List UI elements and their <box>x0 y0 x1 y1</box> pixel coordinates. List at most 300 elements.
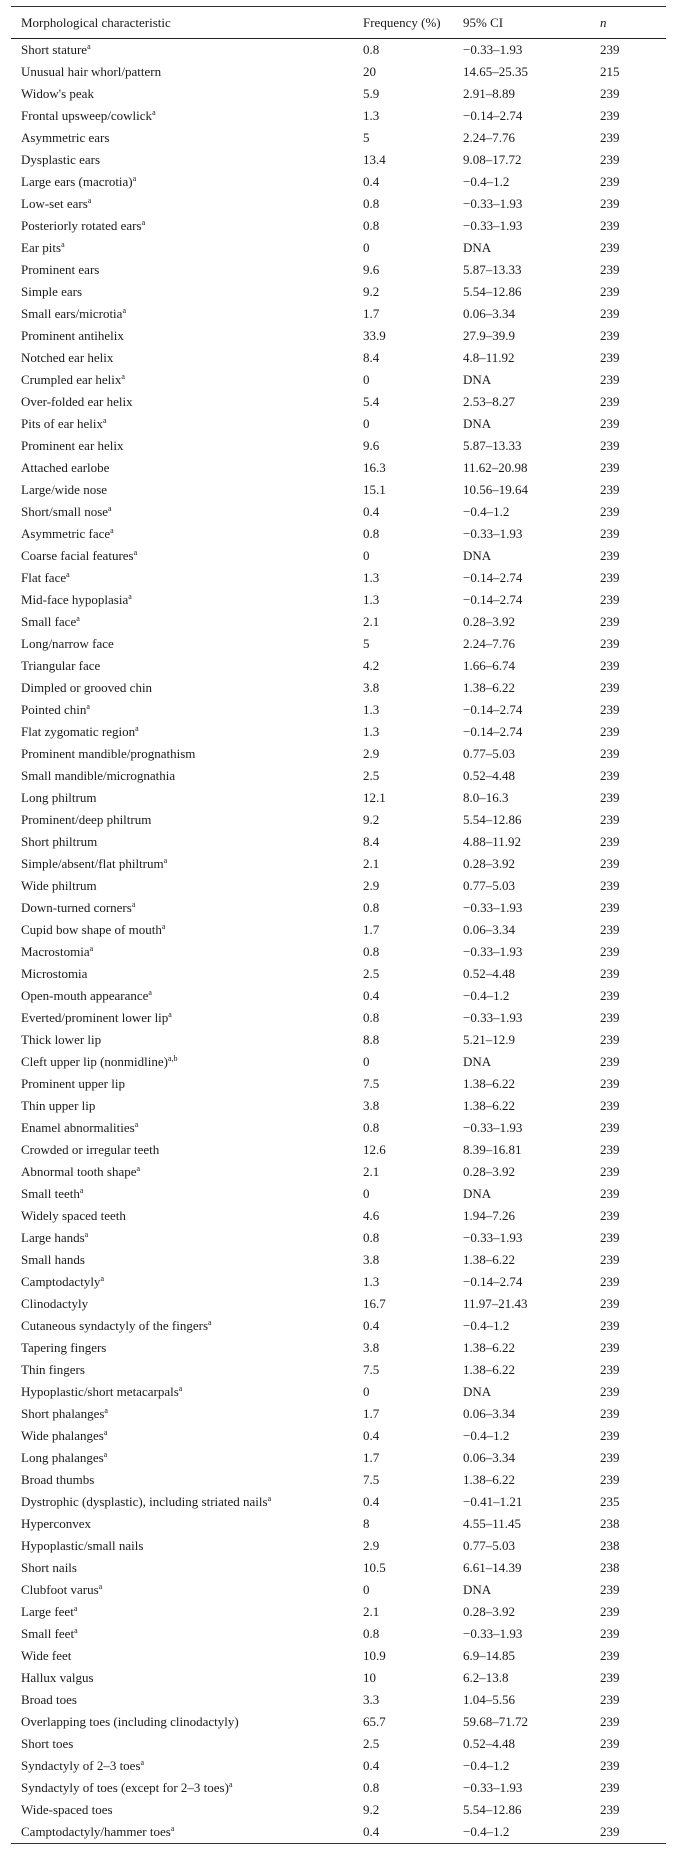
n-cell: 239 <box>600 548 620 563</box>
frequency-cell: 2.1 <box>363 1164 380 1179</box>
table-row <box>11 413 666 435</box>
table-row <box>11 1051 666 1073</box>
frequency-cell: 0 <box>363 1582 370 1597</box>
header-ci: 95% CI <box>453 7 590 39</box>
characteristic-cell <box>11 985 353 1007</box>
characteristic-cell <box>11 1381 353 1403</box>
n-cell: 239 <box>600 108 620 123</box>
table-row <box>11 215 666 237</box>
ci-cell: 0.52–4.48 <box>463 1736 515 1751</box>
table-row <box>11 1579 666 1601</box>
ci-cell: −0.14–2.74 <box>463 1274 523 1289</box>
table-row <box>11 479 666 501</box>
frequency-cell: 9.6 <box>363 262 380 277</box>
characteristic-cell <box>11 1095 353 1117</box>
table-row <box>11 347 666 369</box>
ci-cell: 5.87–13.33 <box>463 262 522 277</box>
table-row <box>11 435 666 457</box>
n-cell: 239 <box>600 350 620 365</box>
n-cell: 239 <box>600 1032 620 1047</box>
characteristic-name: Small teeth <box>21 1186 80 1201</box>
table-row <box>11 83 666 105</box>
characteristic-name: Unusual hair whorl/pattern <box>21 64 162 79</box>
header-n: n <box>590 7 666 39</box>
n-cell: 238 <box>600 1538 620 1553</box>
table-row <box>11 919 666 941</box>
n-cell: 238 <box>600 1560 620 1575</box>
ci-cell: 4.88–11.92 <box>463 834 522 849</box>
footnote-marker: a <box>128 592 132 601</box>
n-cell: 215 <box>600 64 620 79</box>
table-row <box>11 875 666 897</box>
characteristic-name: Simple ears <box>21 284 83 299</box>
characteristic-name: Broad thumbs <box>21 1472 95 1487</box>
table-row <box>11 1227 666 1249</box>
table-row <box>11 303 666 325</box>
characteristic-name: Short philtrum <box>21 834 98 849</box>
n-cell: 239 <box>600 152 620 167</box>
table-row <box>11 655 666 677</box>
table-row <box>11 1535 666 1557</box>
footnote-marker: a <box>163 856 168 865</box>
table-row <box>11 1403 666 1425</box>
ci-cell: 27.9–39.9 <box>463 328 515 343</box>
characteristic-cell <box>11 677 353 699</box>
characteristic-cell <box>11 83 353 105</box>
n-cell: 239 <box>600 1802 620 1817</box>
ci-cell: 11.62–20.98 <box>463 460 528 475</box>
n-cell: 239 <box>600 438 620 453</box>
characteristic-cell <box>11 1469 353 1491</box>
ci-cell: 2.53–8.27 <box>463 394 515 409</box>
characteristic-cell <box>11 1029 353 1051</box>
table-body <box>11 39 666 1844</box>
table-row <box>11 589 666 611</box>
n-cell: 239 <box>600 328 620 343</box>
ci-cell: 1.38–6.22 <box>463 1472 515 1487</box>
frequency-cell: 2.5 <box>363 1736 380 1751</box>
n-cell: 239 <box>600 702 620 717</box>
characteristic-cell <box>11 1645 353 1667</box>
table-row <box>11 171 666 193</box>
characteristic-cell <box>11 1117 353 1139</box>
table-row <box>11 1073 666 1095</box>
ci-cell: −0.4–1.2 <box>463 174 510 189</box>
ci-cell: 0.28–3.92 <box>463 1164 515 1179</box>
frequency-cell: 15.1 <box>363 482 386 497</box>
n-cell: 239 <box>600 306 620 321</box>
footnote-marker: a <box>79 1186 84 1195</box>
frequency-cell: 0.8 <box>363 1780 380 1795</box>
frequency-cell: 65.7 <box>363 1714 386 1729</box>
characteristic-name: Dystrophic (dysplastic), including striated nails <box>21 1494 268 1509</box>
n-cell: 235 <box>600 1494 620 1509</box>
n-cell: 239 <box>600 856 620 871</box>
frequency-cell: 8.8 <box>363 1032 380 1047</box>
n-cell: 239 <box>600 130 620 145</box>
ci-cell: DNA <box>463 548 492 563</box>
ci-cell: −0.33–1.93 <box>463 900 523 915</box>
frequency-cell: 10.9 <box>363 1648 386 1663</box>
characteristic-name: Hypoplastic/small nails <box>21 1538 144 1553</box>
frequency-cell: 8 <box>363 1516 370 1531</box>
frequency-cell: 10.5 <box>363 1560 386 1575</box>
characteristic-cell <box>11 171 353 193</box>
ci-cell: 59.68–71.72 <box>463 1714 528 1729</box>
characteristic-name: Tapering fingers <box>21 1340 107 1355</box>
n-cell: 239 <box>600 1692 620 1707</box>
characteristic-cell <box>11 1073 353 1095</box>
ci-cell: 0.28–3.92 <box>463 614 515 629</box>
characteristic-cell <box>11 1271 353 1293</box>
characteristic-cell <box>11 1227 353 1249</box>
ci-cell: 0.06–3.34 <box>463 922 515 937</box>
characteristic-cell <box>11 347 353 369</box>
footnote-marker: a <box>74 1626 78 1635</box>
frequency-cell: 0 <box>363 240 370 255</box>
characteristic-cell <box>11 501 353 523</box>
characteristic-name: Coarse facial features <box>21 548 134 563</box>
characteristic-name: Small ears/microtia <box>21 306 123 321</box>
frequency-cell: 0 <box>363 1054 370 1069</box>
frequency-cell: 1.3 <box>363 570 380 585</box>
characteristic-cell <box>11 611 353 633</box>
table-row <box>11 831 666 853</box>
frequency-cell: 0.8 <box>363 218 380 233</box>
frequency-cell: 1.7 <box>363 1406 380 1421</box>
n-cell: 239 <box>600 1450 620 1465</box>
table-row <box>11 699 666 721</box>
table-row <box>11 1821 666 1844</box>
characteristic-name: Cutaneous syndactyly of the fingers <box>21 1318 209 1333</box>
table-row <box>11 809 666 831</box>
characteristic-cell <box>11 1513 353 1535</box>
table-row <box>11 61 666 83</box>
frequency-cell: 0.8 <box>363 900 380 915</box>
characteristic-cell <box>11 699 353 721</box>
characteristic-cell <box>11 391 353 413</box>
n-cell: 239 <box>600 218 620 233</box>
frequency-cell: 2.5 <box>363 768 380 783</box>
characteristic-cell <box>11 1359 353 1381</box>
characteristic-name: Flat face <box>21 570 67 585</box>
characteristic-cell <box>11 897 353 919</box>
characteristic-name: Long philtrum <box>21 790 97 805</box>
characteristic-cell <box>11 787 353 809</box>
characteristic-name: Overlapping toes (including clinodactyly) <box>21 1714 239 1729</box>
table-row <box>11 1315 666 1337</box>
characteristic-name: Small hands <box>21 1252 85 1267</box>
table-row <box>11 1293 666 1315</box>
n-cell: 239 <box>600 966 620 981</box>
frequency-cell: 1.3 <box>363 108 380 123</box>
n-cell: 239 <box>600 416 620 431</box>
characteristic-cell <box>11 853 353 875</box>
footnote-marker: a,b <box>167 1054 178 1063</box>
n-cell: 239 <box>600 1054 620 1069</box>
characteristic-cell <box>11 39 353 62</box>
table-row <box>11 523 666 545</box>
n-cell: 239 <box>600 284 620 299</box>
ci-cell: 1.38–6.22 <box>463 1098 515 1113</box>
n-cell: 239 <box>600 1230 620 1245</box>
ci-cell: 5.87–13.33 <box>463 438 522 453</box>
characteristic-name: Posteriorly rotated ears <box>21 218 142 233</box>
ci-cell: 5.54–12.86 <box>463 284 522 299</box>
footnote-marker: a <box>140 1758 145 1767</box>
characteristic-name: Hypoplastic/short metacarpals <box>21 1384 179 1399</box>
footnote-marker: a <box>104 1406 108 1415</box>
characteristic-cell <box>11 1535 353 1557</box>
table-row <box>11 743 666 765</box>
n-cell: 239 <box>600 482 620 497</box>
frequency-cell: 1.3 <box>363 724 380 739</box>
characteristic-name: Crowded or irregular teeth <box>21 1142 160 1157</box>
table-row <box>11 1139 666 1161</box>
ci-cell: −0.33–1.93 <box>463 1010 523 1025</box>
ci-cell: 2.24–7.76 <box>463 636 515 651</box>
ci-cell: 8.39–16.81 <box>463 1142 522 1157</box>
n-cell: 239 <box>600 1582 620 1597</box>
table-row <box>11 1645 666 1667</box>
table-row <box>11 391 666 413</box>
characteristic-name: Prominent mandible/prognathism <box>21 746 196 761</box>
n-cell: 239 <box>600 746 620 761</box>
characteristic-name: Clubfoot varus <box>21 1582 99 1597</box>
footnote-marker: a <box>122 306 127 315</box>
ci-cell: −0.41–1.21 <box>463 1494 523 1509</box>
n-cell: 239 <box>600 790 620 805</box>
characteristic-cell <box>11 1315 353 1337</box>
frequency-cell: 1.3 <box>363 702 380 717</box>
frequency-cell: 0 <box>363 416 370 431</box>
n-cell: 239 <box>600 1472 620 1487</box>
characteristic-name: Simple/absent/flat philtrum <box>21 856 164 871</box>
characteristic-name: Attached earlobe <box>21 460 110 475</box>
characteristic-cell <box>11 479 353 501</box>
characteristic-name: Asymmetric face <box>21 526 111 541</box>
characteristic-name: Short toes <box>21 1736 74 1751</box>
frequency-cell: 33.9 <box>363 328 386 343</box>
n-cell: 239 <box>600 1010 620 1025</box>
characteristic-cell <box>11 237 353 259</box>
characteristic-name: Dysplastic ears <box>21 152 101 167</box>
characteristic-name: Large feet <box>21 1604 74 1619</box>
header-characteristic: Morphological characteristic <box>11 7 353 39</box>
characteristic-name: Large hands <box>21 1230 85 1245</box>
ci-cell: DNA <box>463 1582 492 1597</box>
table-row <box>11 1249 666 1271</box>
characteristic-name: Thin upper lip <box>21 1098 96 1113</box>
characteristic-cell <box>11 1337 353 1359</box>
footnote-marker: a <box>100 1274 104 1283</box>
characteristic-name: Pointed chin <box>21 702 87 717</box>
n-cell: 239 <box>600 570 620 585</box>
n-cell: 239 <box>600 1120 620 1135</box>
n-cell: 238 <box>600 1516 620 1531</box>
footnote-marker: a <box>168 1010 172 1019</box>
table-row <box>11 457 666 479</box>
table-row <box>11 105 666 127</box>
characteristic-cell <box>11 1007 353 1029</box>
frequency-cell: 20 <box>363 64 376 79</box>
ci-cell: 0.77–5.03 <box>463 746 515 761</box>
footnote-marker: a <box>141 218 146 227</box>
characteristic-name: Hyperconvex <box>21 1516 92 1531</box>
ci-cell: 0.52–4.48 <box>463 768 515 783</box>
table-row <box>11 1161 666 1183</box>
table-row <box>11 1381 666 1403</box>
footnote-marker: a <box>148 988 152 997</box>
n-cell: 239 <box>600 1208 620 1223</box>
characteristic-cell <box>11 721 353 743</box>
characteristic-cell <box>11 413 353 435</box>
characteristic-cell <box>11 281 353 303</box>
footnote-marker: a <box>132 174 137 183</box>
characteristic-name: Prominent ear helix <box>21 438 124 453</box>
ci-cell: −0.14–2.74 <box>463 702 523 717</box>
characteristic-cell <box>11 61 353 83</box>
n-cell: 239 <box>600 1670 620 1685</box>
n-cell: 239 <box>600 878 620 893</box>
characteristic-name: Ear pits <box>21 240 62 255</box>
n-cell: 239 <box>600 1758 620 1773</box>
ci-cell: −0.4–1.2 <box>463 1758 510 1773</box>
frequency-cell: 3.3 <box>363 1692 380 1707</box>
characteristic-name: Short phalanges <box>21 1406 105 1421</box>
ci-cell: −0.33–1.93 <box>463 526 523 541</box>
characteristic-cell <box>11 589 353 611</box>
n-cell: 239 <box>600 944 620 959</box>
characteristic-cell <box>11 369 353 391</box>
footnote-marker: a <box>89 944 94 953</box>
n-cell: 239 <box>600 1362 620 1377</box>
footnote-marker: a <box>170 1824 175 1833</box>
table-row <box>11 1491 666 1513</box>
n-cell: 239 <box>600 988 620 1003</box>
footnote-marker: a <box>131 900 136 909</box>
frequency-cell: 2.9 <box>363 878 380 893</box>
ci-cell: 6.61–14.39 <box>463 1560 522 1575</box>
footnote-marker: a <box>208 1318 212 1327</box>
footnote-marker: a <box>161 922 166 931</box>
table-row <box>11 545 666 567</box>
table-row <box>11 1095 666 1117</box>
ci-cell: 0.06–3.34 <box>463 1450 515 1465</box>
ci-cell: 0.52–4.48 <box>463 966 515 981</box>
ci-cell: 1.38–6.22 <box>463 680 515 695</box>
characteristic-cell <box>11 457 353 479</box>
n-cell: 239 <box>600 1318 620 1333</box>
footnote-marker: a <box>86 702 90 711</box>
n-cell: 239 <box>600 812 620 827</box>
table-row <box>11 1359 666 1381</box>
ci-cell: −0.33–1.93 <box>463 196 523 211</box>
frequency-cell: 0.4 <box>363 1428 380 1443</box>
characteristic-cell <box>11 941 353 963</box>
n-cell: 239 <box>600 1098 620 1113</box>
n-cell: 239 <box>600 526 620 541</box>
frequency-cell: 0.8 <box>363 1230 380 1245</box>
characteristic-cell <box>11 215 353 237</box>
frequency-cell: 3.8 <box>363 1340 380 1355</box>
frequency-cell: 1.7 <box>363 306 380 321</box>
footnote-marker: a <box>267 1494 272 1503</box>
n-cell: 239 <box>600 1186 620 1201</box>
characteristic-cell <box>11 765 353 787</box>
ci-cell: 14.65–25.35 <box>463 64 528 79</box>
ci-cell: 1.38–6.22 <box>463 1362 515 1377</box>
characteristic-name: Everted/prominent lower lip <box>21 1010 169 1025</box>
frequency-cell: 5.9 <box>363 86 380 101</box>
table-row <box>11 1557 666 1579</box>
frequency-cell: 16.3 <box>363 460 386 475</box>
n-cell: 239 <box>600 1076 620 1091</box>
ci-cell: 0.06–3.34 <box>463 306 515 321</box>
n-cell: 239 <box>600 1406 620 1421</box>
table-row <box>11 39 666 62</box>
ci-cell: 6.9–14.85 <box>463 1648 515 1663</box>
footnote-marker: a <box>66 570 70 579</box>
table-row <box>11 941 666 963</box>
characteristic-cell <box>11 259 353 281</box>
table-row <box>11 193 666 215</box>
n-cell: 239 <box>600 1384 620 1399</box>
table-row <box>11 281 666 303</box>
frequency-cell: 1.7 <box>363 922 380 937</box>
characteristic-cell <box>11 1799 353 1821</box>
table-row <box>11 369 666 391</box>
frequency-cell: 7.5 <box>363 1362 380 1377</box>
frequency-cell: 2.1 <box>363 614 380 629</box>
characteristic-name: Syndactyly of toes (except for 2–3 toes) <box>21 1780 229 1795</box>
table-row <box>11 1007 666 1029</box>
frequency-cell: 9.2 <box>363 812 380 827</box>
n-cell: 239 <box>600 1714 620 1729</box>
characteristic-cell <box>11 149 353 171</box>
characteristic-name: Syndactyly of 2–3 toes <box>21 1758 141 1773</box>
footnote-marker: a <box>61 240 65 249</box>
header-frequency: Frequency (%) <box>353 7 453 39</box>
characteristic-name: Broad toes <box>21 1692 77 1707</box>
table-row <box>11 1425 666 1447</box>
ci-cell: 1.38–6.22 <box>463 1340 515 1355</box>
characteristic-name: Down-turned corners <box>21 900 132 915</box>
characteristic-name: Over-folded ear helix <box>21 394 133 409</box>
frequency-cell: 12.6 <box>363 1142 386 1157</box>
n-cell: 239 <box>600 504 620 519</box>
characteristic-cell <box>11 1139 353 1161</box>
footnote-marker: a <box>84 1230 89 1239</box>
characteristic-cell <box>11 963 353 985</box>
characteristic-cell <box>11 1601 353 1623</box>
frequency-cell: 0.4 <box>353 1821 453 1844</box>
characteristic-name: Camptodactyly <box>21 1274 101 1289</box>
frequency-cell: 5 <box>363 130 370 145</box>
n-cell: 239 <box>600 614 620 629</box>
frequency-cell: 5.4 <box>363 394 380 409</box>
characteristic-cell <box>11 1711 353 1733</box>
characteristic-name: Triangular face <box>21 658 101 673</box>
frequency-cell: 0.8 <box>363 1626 380 1641</box>
ci-cell: 4.55–11.45 <box>463 1516 522 1531</box>
frequency-cell: 2.5 <box>363 966 380 981</box>
ci-cell: DNA <box>463 1054 492 1069</box>
footnote-marker: a <box>134 1120 139 1129</box>
frequency-cell: 2.1 <box>363 1604 380 1619</box>
characteristic-name: Large/wide nose <box>21 482 108 497</box>
characteristic-cell <box>11 655 353 677</box>
